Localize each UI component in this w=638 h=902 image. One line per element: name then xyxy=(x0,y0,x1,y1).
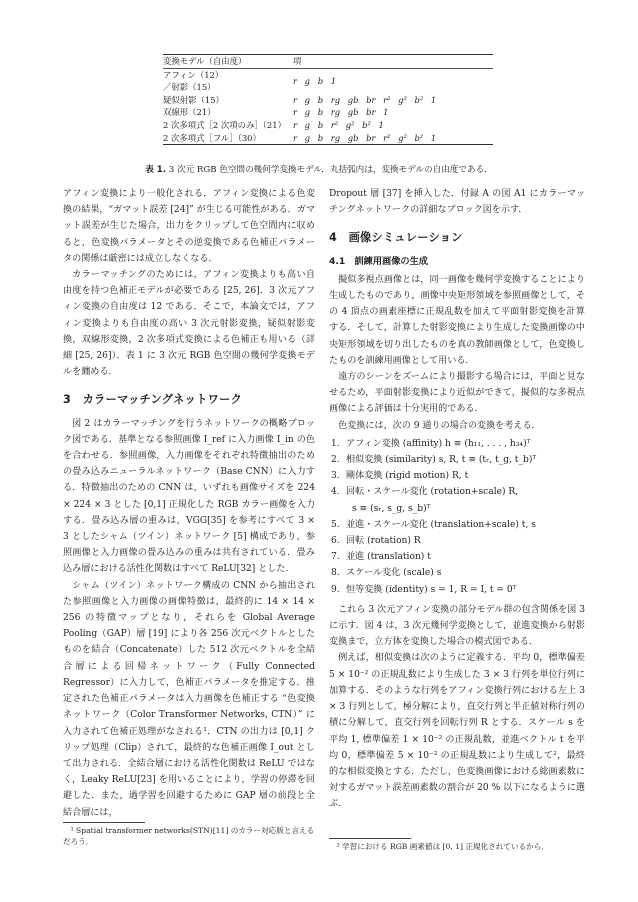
list-item: 1. アフィン変換 (affinity) h ≡ (h₁₁, . . . , h₃₄)ᵀ xyxy=(331,438,531,449)
table-cell-model: 双線形（21） xyxy=(163,107,216,118)
table-row xyxy=(163,106,493,119)
section-heading-3: 3 カラーマッチングネットワーク xyxy=(63,393,243,407)
table-cell-model: 2 次多項式［2 次項のみ］（21） xyxy=(163,119,286,130)
table-cell-terms: r g b r² g² b² 1 xyxy=(293,119,384,130)
table-cell-model xyxy=(163,69,293,94)
footnote-rule xyxy=(329,838,411,839)
list-item-text: 恒等変換 (identity) s = 1, R = I, t = 0ᵀ xyxy=(346,584,517,595)
footnote-block-left xyxy=(63,818,315,847)
paragraph: アフィン変換により一般化される．アフィン変換による色変換の結果，“ガマット誤差 [24]” が生じる可能性がある．ガマット誤差が生じた場合，出力をクリップして色空間内に収めると，色変換パラメータとその逆変換である色補正パラメータの関係は厳密には成立しなくなる． xyxy=(63,189,315,264)
right-column xyxy=(329,186,585,813)
subsection-heading-4-1: 4.1 訓練用画像の生成 xyxy=(329,255,428,267)
list-item: 2. 相似変換 (similarity) s, R, t ≡ (tᵣ, t_g, t_b)ᵀ xyxy=(331,455,537,466)
paragraph: カラーマッチングのためには，アフィン変換よりも高い自由度を持つ色補正モデルが必要である [25, 26]．3 次元アフィン変換の自由度は 12 である．そこで，本論文では，アフィン変換よりも自由度の高い 3 次元射影変換，疑似射影変換，双線形変換，2 次多項式変換による色補正も用いる（詳細 [25, 26]）．表 1 に 3 次元 RGB 色空間の幾何学変換モデルを纏める． xyxy=(63,270,315,378)
list-item-text: スケール変化 (scale) s xyxy=(346,568,442,579)
table-cell-model-line1: アフィン（12） xyxy=(163,69,224,80)
table-row xyxy=(163,119,493,132)
list-item-text: 相似変換 (similarity) s, R, t ≡ (tᵣ, t_g, t_b)ᵀ xyxy=(346,455,537,466)
table-row xyxy=(163,94,493,107)
list-item: 7. 並進 (translation) t xyxy=(331,552,431,563)
table-caption xyxy=(0,163,638,175)
table-cell-model: 疑似射影（15） xyxy=(163,94,224,105)
table-row xyxy=(163,132,493,145)
table-cell-model: 2 次多項式［フル］（30） xyxy=(163,132,261,143)
paragraph: 擬似多視点画像とは，同一画像を幾何学変換することにより生成したものであり，画像中央矩形領域を参照画像として，その 4 頂点の画素座標に正規乱数を加えて平面射影変換を計算する．そして，計算した射影変換により生成した変換画像の中央矩形領域を切り出したものを真の教師画像として，色変換したものを訓練用画像として用いる． xyxy=(329,274,585,366)
list-item-text: 並進 (translation) t xyxy=(346,552,431,563)
table-cell-model-line2: ／射影（15） xyxy=(163,82,216,93)
list-item-text: 並進・スケール変化 (translation+scale) t, s xyxy=(346,519,536,530)
paragraph: 色変換には，次の 9 通りの場合の変換を考える． xyxy=(338,420,541,431)
list-item: 5. 並進・スケール変化 (translation+scale) t, s xyxy=(331,519,536,530)
list-item: 6. 回転 (rotation) R xyxy=(331,536,421,547)
transform-case-list xyxy=(329,436,585,598)
table-caption-label: 表 1. xyxy=(145,165,167,175)
table-cell-terms: r g b rg gb br r² g² b² 1 xyxy=(293,94,437,105)
list-item-text: アフィン変換 (affinity) h ≡ (h₁₁, . . . , h₃₄)ᵀ xyxy=(346,438,531,449)
footnote-block-right xyxy=(329,834,585,852)
table-row xyxy=(163,69,493,94)
table-header-row xyxy=(163,55,493,68)
list-item-text: 回転・スケール変化 (rotation+scale) R, xyxy=(346,487,519,498)
table-caption-text: 3 次元 RGB 色空間の幾何学変換モデル．丸括弧内は，変換モデルの自由度である． xyxy=(168,165,493,175)
footnote-1: ¹ Spatial transformer networks(STN)[11] のカラー対応版と言えるだろう． xyxy=(63,826,315,846)
table-cell-terms: r g b rg gb br 1 xyxy=(293,107,389,118)
paragraph: 図 2 はカラーマッチングを行うネットワークの概略ブロック図である．基準となる参照画像 I_ref に入力画像 I_in の色を合わせる．参照画像，入力画像をそれぞれ特徴抽出のための畳み込みニューラルネットワーク（Base CNN）に入力する．特徴抽出のための CNN は，いずれも画像サイズを 224 × 224 × 3 とした [0,1] 正規化した RGB カラー画像を入力する．畳み込み層の重みは，VGG[35] を参考にすべて 3 × 3 としたシャム（ツイン）ネットワーク [5] 構成であり，参照画像と入力画像の畳み込みの重みは共有されている．畳み込み層における活性化関数はすべて ReLU[32] とした． xyxy=(63,418,315,575)
list-item-subtext: s ≡ (sᵣ, s_g, s_b)ᵀ xyxy=(352,503,431,514)
list-item: 4. 回転・スケール変化 (rotation+scale) R, s ≡ (sᵣ, s_g, s_b)ᵀ xyxy=(331,487,519,514)
list-item: 9. 恒等変換 (identity) s = 1, R = I, t = 0ᵀ xyxy=(331,584,517,595)
footnote-2: ² 学習における RGB 画素値は [0, 1] 正規化されているから． xyxy=(336,842,549,851)
paragraph: Dropout 層 [37] を挿入した．付録 A の図 A1 にカラーマッチングネットワークの詳細なブロック図を示す． xyxy=(329,189,585,216)
list-item-text: 剛体変換 (rigid motion) R, t xyxy=(346,471,469,482)
paragraph: シャム（ツイン）ネットワーク構成の CNN から抽出された参照画像と入力画像の画像特徴は，最終的に 14 × 14 × 256 の特徴マップとなり，それらを Global Average Pooling（GAP）層 [19] により各 256 次元ベクトルとしたものを結合（Concatenate）した 512 次元ベクトルを全結合層による回帰ネットワーク（Fully Connected Regressor）に入力して，色補正パラメータを推定する．推定された色補正パラメータは入力画像を色補正する “色変換ネットワーク（Color Transformer Networks, CTN）” に入力されて色補正処理がなされる¹．CTN の出力は [0,1] クリップ処理（Clip）されて，最終的な色補正画像 I_out として出力される．全結合層における活性化関数は ReLU ではなく，Leaky ReLU[23] を用いることにより，学習の停滞を回避した．また，過学習を回避するために GAP 層の前段と全結合層には， xyxy=(63,580,315,818)
list-item: 8. スケール変化 (scale) s xyxy=(331,568,442,579)
list-item: 3. 剛体変換 (rigid motion) R, t xyxy=(331,471,469,482)
footnote-rule xyxy=(63,822,145,823)
paragraph: 遠方のシーンをズームにより撮影する場合には，平面と見なせるため，平面射影変換により近似ができて，擬似的な多視点画像による評価は十分実用的である． xyxy=(329,372,585,415)
paragraph: 例えば，相似変換は次のように定義する．平均 0，標準偏差 5 × 10⁻² の正規乱数により生成した 3 × 3 行列を単位行列に加算する．そのような行列をアフィン変換行列における左上 3 × 3 行列として，極分解により，直交行列と半正値対称行列の積に分解して，直交行列を回転行列 R とする．スケール s を平均 1, 標準偏差 1 × 10⁻² の正規乱数，並進ベクトル t を平均 0，標準偏差 5 × 10⁻² の正規乱数により生成して²，最終的な相似変換とする．ただし，色変換画像における総画素数に対するガマット誤差画素数の割合が 20 % 以下になるように選ぶ． xyxy=(329,653,585,810)
section-heading-4: 4 画像シミュレーション xyxy=(329,231,463,245)
left-column xyxy=(63,186,315,821)
list-item-text: 回転 (rotation) R xyxy=(346,536,421,547)
table-header-terms: 項 xyxy=(293,56,302,66)
transform-model-table xyxy=(163,54,493,145)
table-bottom-rule xyxy=(163,144,493,145)
table-cell-terms: r g b 1 xyxy=(293,75,337,86)
table-header-model: 変換モデル（自由度） xyxy=(163,56,247,66)
table-cell-terms: r g b rg gb br r² g² b² 1 xyxy=(293,132,437,143)
paragraph: これら 3 次元アフィン変換の部分モデル群の包含関係を図 3 に示す．図 4 は，3 次元幾何学変換として，並進変換から射影変換まで，立方体を変換した場合の模式図である． xyxy=(329,604,585,648)
